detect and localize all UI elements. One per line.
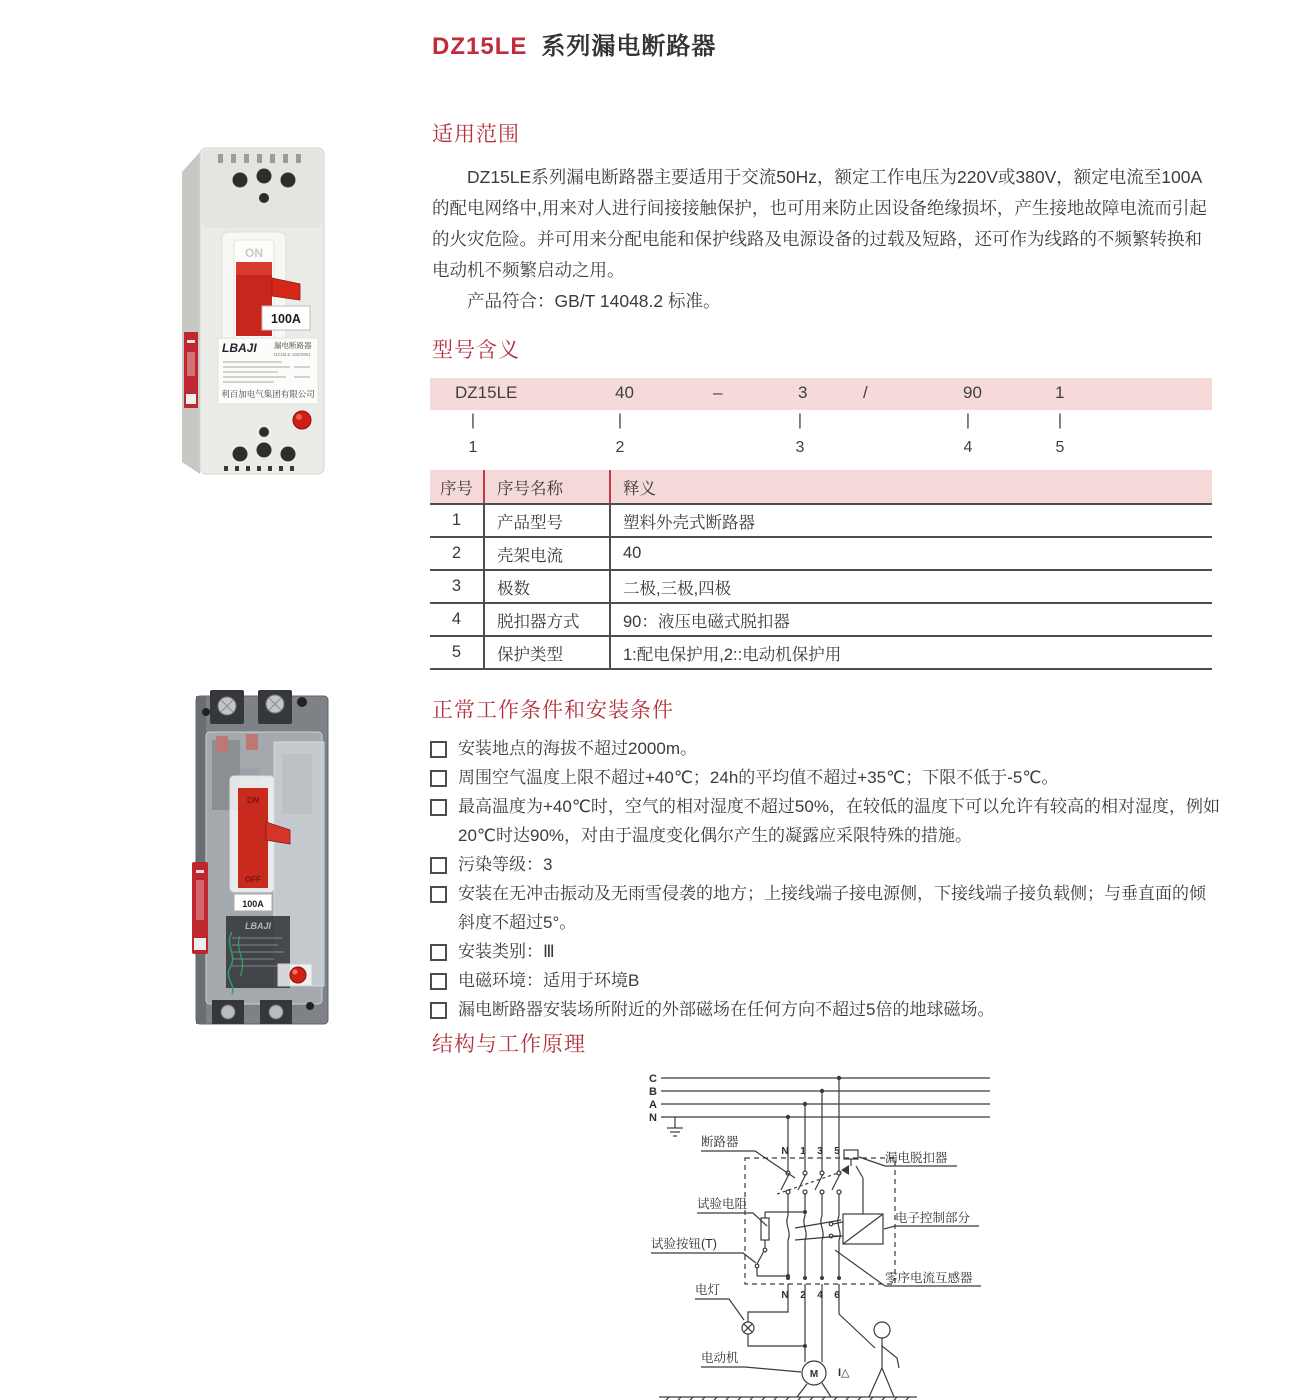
cell-meaning: 90：液压电磁式脱扣器 bbox=[610, 603, 1212, 636]
table-row bbox=[430, 537, 1212, 570]
product-photo-transparent-breaker bbox=[182, 684, 348, 1036]
list-item-text: 安装地点的海拔不超过2000m。 bbox=[458, 739, 697, 758]
label-model: DZ15LE-100/2901 bbox=[274, 352, 311, 357]
list-item bbox=[430, 937, 1222, 966]
cell-index: 2 bbox=[430, 537, 484, 570]
section-heading-model: 型号含义 bbox=[432, 339, 520, 362]
cell-name: 产品型号 bbox=[484, 504, 610, 537]
cell-name: 保护类型 bbox=[484, 636, 610, 669]
breaker-contacts bbox=[777, 1171, 841, 1194]
drop-wires bbox=[788, 1078, 839, 1171]
code-part-release: 90 bbox=[963, 383, 982, 402]
bus-lines bbox=[661, 1078, 990, 1117]
page-title-model: DZ15LE bbox=[432, 33, 528, 60]
code-index-2: 2 bbox=[615, 439, 625, 456]
svg-text:N: N bbox=[649, 1112, 657, 1124]
page-title bbox=[432, 26, 716, 61]
clear-breaker-edge bbox=[196, 696, 206, 1024]
top-wire-labels bbox=[781, 1146, 840, 1157]
code-part-protect: 1 bbox=[1055, 383, 1065, 402]
company-name: 利百加电气集团有限公司 bbox=[221, 389, 315, 399]
model-meaning-table bbox=[430, 470, 1212, 670]
col-header-name: 序号名称 bbox=[484, 470, 610, 504]
svg-text:2: 2 bbox=[800, 1290, 806, 1301]
list-item-text: 漏电断路器安装场所附近的外部磁场在任何方向不超过5倍的地球磁场。 bbox=[458, 1000, 995, 1019]
list-item-text: 电磁环境：适用于环境B bbox=[458, 971, 640, 990]
tick: | bbox=[1057, 412, 1063, 429]
rating-label: 100A bbox=[242, 899, 264, 909]
list-item bbox=[430, 850, 1222, 879]
cell-meaning: 塑料外壳式断路器 bbox=[610, 504, 1212, 537]
svg-text:5: 5 bbox=[834, 1146, 840, 1157]
label-title: 漏电断路器 bbox=[274, 341, 312, 350]
svg-text:C: C bbox=[649, 1073, 657, 1085]
code-index-5: 5 bbox=[1055, 439, 1065, 456]
svg-text:N: N bbox=[781, 1290, 789, 1301]
checkbox-icon bbox=[430, 886, 447, 903]
code-index-3: 3 bbox=[795, 439, 805, 456]
cell-meaning: 二极,三极,四极 bbox=[610, 570, 1212, 603]
list-item bbox=[430, 995, 1222, 1024]
checkbox-icon bbox=[430, 857, 447, 874]
side-red-label bbox=[192, 862, 208, 954]
checkbox-icon bbox=[430, 799, 447, 816]
cell-index: 4 bbox=[430, 603, 484, 636]
scope-paragraph-1: DZ15LE系列漏电断路器主要适用于交流50Hz，额定工作电压为220V或380V，额定电流至100A的配电网络中,用来对人进行间接接触保护，也可用来防止因设备绝缘损坏，产生接地故障电流而引起的火灾危险。并可用来分配电能和保护线路及电源设备的过载及短路，还可作为线路的不频繁转换和电动机不频繁启动之用。 bbox=[432, 167, 1207, 280]
checkbox-icon bbox=[430, 944, 447, 961]
svg-text:3: 3 bbox=[817, 1146, 823, 1157]
code-index-4: 4 bbox=[963, 439, 973, 456]
list-item-text: 安装类别：Ⅲ bbox=[458, 942, 555, 961]
cell-name: 极数 bbox=[484, 570, 610, 603]
cell-name: 壳架电流 bbox=[484, 537, 610, 570]
code-part-frame: 40 bbox=[615, 383, 634, 402]
list-item-text: 周围空气温度上限不超过+40℃；24h的平均值不超过+35℃；下限不低于-5℃。 bbox=[458, 768, 1059, 787]
test-button-shine bbox=[296, 414, 302, 420]
col-header-meaning: 释义 bbox=[610, 470, 1212, 504]
col-header-index: 序号 bbox=[430, 470, 484, 504]
label-motor: 电动机 bbox=[701, 1351, 739, 1365]
list-item bbox=[430, 792, 1222, 850]
cell-index: 1 bbox=[430, 504, 484, 537]
test-button-shine bbox=[293, 970, 298, 975]
code-part-poles: 3 bbox=[798, 383, 808, 402]
model-code-connectors bbox=[430, 410, 1212, 466]
list-item bbox=[430, 734, 1222, 763]
rating-label: 100A bbox=[271, 312, 301, 326]
leader-lines bbox=[651, 1151, 981, 1372]
cell-index: 3 bbox=[430, 570, 484, 603]
code-part-dash: – bbox=[713, 383, 723, 402]
svg-text:6: 6 bbox=[834, 1290, 840, 1301]
svg-text:N: N bbox=[781, 1146, 789, 1157]
toggle-off-label: OFF bbox=[245, 875, 261, 884]
checkbox-icon bbox=[430, 770, 447, 787]
table-row bbox=[430, 603, 1212, 636]
section-heading-conditions: 正常工作条件和安装条件 bbox=[432, 699, 674, 722]
list-item-text: 最高温度为+40℃时，空气的相对湿度不超过50%，在较低的温度下可以允许有较高的相对湿度，例如20℃时达90%，对由于温度变化偶尔产生的凝露应采限特殊的措施。 bbox=[458, 797, 1220, 845]
test-button bbox=[293, 411, 311, 429]
brand-logo: LBAJI bbox=[244, 921, 272, 931]
checkbox-icon bbox=[430, 741, 447, 758]
list-item bbox=[430, 966, 1222, 995]
person-figure bbox=[839, 1284, 899, 1397]
leak-current-label: I△ bbox=[838, 1367, 850, 1379]
list-item bbox=[430, 763, 1222, 792]
list-item-text: 污染等级：3 bbox=[458, 855, 553, 874]
tick: | bbox=[470, 412, 476, 429]
scope-paragraph-2: 产品符合：GB/T 14048.2 标准。 bbox=[467, 291, 721, 311]
wiring-diagram bbox=[645, 1066, 1300, 1400]
scope-text bbox=[432, 162, 1215, 317]
breaker-enclosure bbox=[745, 1158, 895, 1284]
product-photo-solid-breaker bbox=[178, 136, 336, 480]
label-leakage-release: 漏电脱扣器 bbox=[885, 1151, 948, 1165]
diagram-labels bbox=[651, 1134, 973, 1365]
code-part-series: DZ15LE bbox=[455, 383, 518, 402]
test-button bbox=[290, 967, 306, 983]
svg-text:1: 1 bbox=[800, 1146, 806, 1157]
bus-junction-dots bbox=[786, 1076, 841, 1119]
list-item bbox=[430, 879, 1222, 937]
cell-name: 脱扣器方式 bbox=[484, 603, 610, 636]
svg-text:A: A bbox=[649, 1099, 657, 1111]
toggle-on-label: ON bbox=[245, 246, 263, 260]
earth-icon bbox=[667, 1117, 683, 1136]
leakage-release-icon bbox=[841, 1150, 858, 1175]
motor-m-label: M bbox=[809, 1369, 819, 1380]
label-lamp: 电灯 bbox=[695, 1283, 721, 1297]
section-heading-scope: 适用范围 bbox=[432, 123, 520, 146]
brand-logo: LBAJI bbox=[222, 341, 257, 355]
table-row bbox=[430, 570, 1212, 603]
label-test-resistor: 试验电阻 bbox=[697, 1197, 748, 1211]
label-electronic-control: 电子控制部分 bbox=[895, 1211, 971, 1225]
cell-meaning: 40 bbox=[610, 537, 1212, 570]
table-header-row bbox=[430, 470, 1212, 504]
lamp-branch bbox=[742, 1284, 807, 1348]
label-test-button: 试验按钮(T) bbox=[651, 1237, 717, 1251]
test-circuit bbox=[755, 1210, 807, 1278]
page-title-rest: 系列漏电断路器 bbox=[541, 33, 717, 60]
code-index-1: 1 bbox=[468, 439, 478, 456]
side-red-label bbox=[184, 332, 198, 408]
tick: | bbox=[965, 412, 971, 429]
svg-text:4: 4 bbox=[817, 1290, 823, 1301]
table-row bbox=[430, 636, 1212, 669]
model-code-band bbox=[430, 378, 1212, 410]
section-heading-structure: 结构与工作原理 bbox=[432, 1033, 586, 1056]
label-zero-seq-ct: 零序电流互感器 bbox=[885, 1271, 973, 1285]
exit-dots bbox=[786, 1276, 841, 1280]
cell-meaning: 1:配电保护用,2::电动机保护用 bbox=[610, 636, 1212, 669]
conditions-list bbox=[430, 734, 1222, 1024]
toggle-shine bbox=[236, 262, 272, 275]
toggle-on-label: ON bbox=[247, 796, 259, 805]
list-item-text: 安装在无冲击振动及无雨雪侵袭的地方；上接线端子接电源侧，下接线端子接负载侧；与垂直面的倾斜度不超过5°。 bbox=[458, 884, 1206, 932]
checkbox-icon bbox=[430, 1002, 447, 1019]
tick: | bbox=[797, 412, 803, 429]
tick: | bbox=[617, 412, 623, 429]
code-part-slash: / bbox=[863, 383, 868, 402]
breaker-side-face bbox=[182, 152, 200, 474]
svg-text:B: B bbox=[649, 1086, 657, 1098]
table-row bbox=[430, 504, 1212, 537]
label-breaker: 断路器 bbox=[701, 1135, 739, 1149]
checkbox-icon bbox=[430, 973, 447, 990]
bottom-wire-labels bbox=[781, 1290, 840, 1301]
cell-index: 5 bbox=[430, 636, 484, 669]
bus-labels bbox=[649, 1073, 657, 1124]
